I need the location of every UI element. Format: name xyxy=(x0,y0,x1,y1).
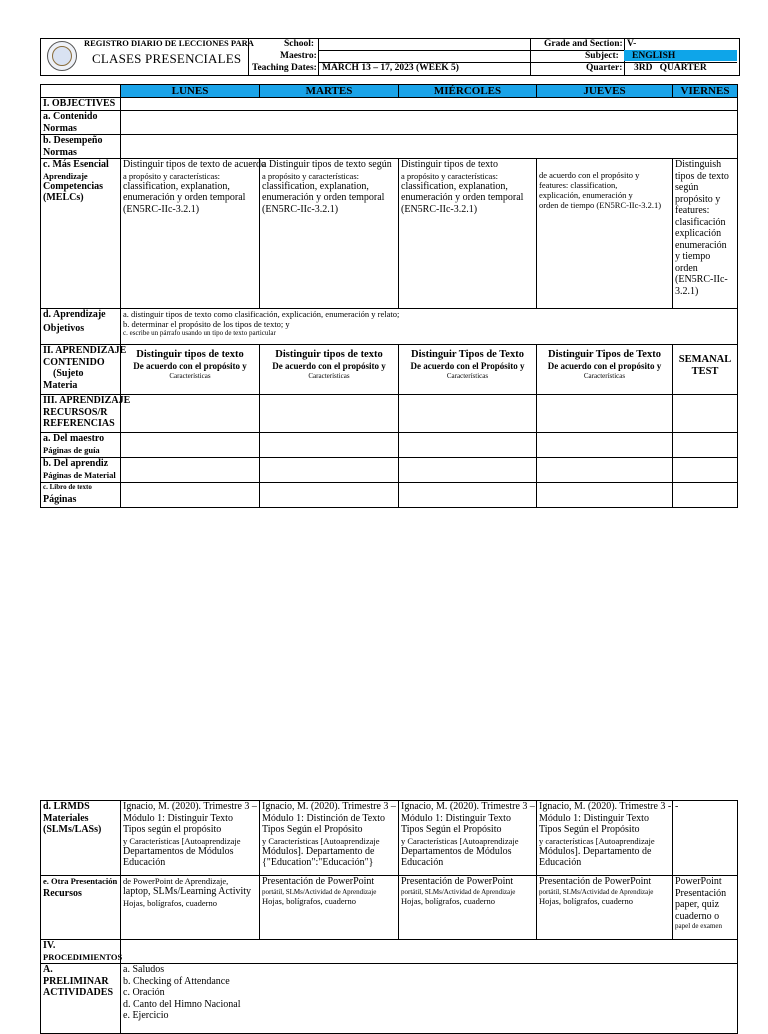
otra-friday[interactable]: PowerPoint Presentación paper, quiz cuaderno o papel de examen xyxy=(673,876,738,940)
recursos-monday[interactable] xyxy=(121,395,260,433)
libro-wednesday[interactable] xyxy=(399,483,537,508)
otra-tuesday[interactable]: Presentación de PowerPoint portátil, SLMs/Actividad de Aprendizaje Hojas, bolígrafos, cuaderno xyxy=(260,876,399,940)
maestro-monday[interactable] xyxy=(121,433,260,458)
aprendiz-monday[interactable] xyxy=(121,458,260,483)
topic-monday[interactable]: Distinguir tipos de texto De acuerdo con el propósito y Características xyxy=(121,345,260,395)
recursos-friday[interactable] xyxy=(673,395,738,433)
topic-wednesday[interactable]: Distinguir Tipos de Texto De acuerdo con el Propósito y Características xyxy=(399,345,537,395)
grade-value[interactable]: V- xyxy=(627,39,637,49)
contenido-cell[interactable] xyxy=(121,111,738,135)
del-maestro-label: a. Del maestro Páginas de guía xyxy=(41,433,121,458)
melc-tuesday[interactable]: a Distinguir tipos de texto según a propósito y características: classification, explanation, enumeración y orden temporal (EN5RC-IIc-3.2.1) xyxy=(260,159,399,309)
otra-monday[interactable]: de PowerPoint de Aprendizaje, laptop, SLMs/Learning Activity Hojas, bolígrafos, cuaderno xyxy=(121,876,260,940)
objetivos-label: d. Aprendizaje Objetivos xyxy=(41,309,121,345)
dates-value[interactable]: MARCH 13 – 17, 2023 (WEEK 5) xyxy=(322,63,459,73)
dates-label: Teaching Dates: xyxy=(252,63,317,73)
preliminar-label: A. PRELIMINAR ACTIVIDADES xyxy=(41,964,121,1034)
melc-friday[interactable]: Distinguish tipos de texto según propósito y features: clasificación explicación enumeración y tiempo orden (EN5RC-IIc- 3.2.1) xyxy=(673,159,738,309)
recursos-thursday[interactable] xyxy=(537,395,673,433)
libro-label: c. Libro de texto Páginas xyxy=(41,483,121,508)
lrmds-wednesday[interactable]: Ignacio, M. (2020). Trimestre 3 – Módulo 1: Distinguir Texto Tipos Según el Propósito y Características [Autoaprendizaje Departamentos de Módulos Educación xyxy=(399,801,537,876)
procedimientos-label: IV. PROCEDIMIENTOS xyxy=(41,940,121,964)
list-item: a. Saludos xyxy=(123,964,165,975)
libro-monday[interactable] xyxy=(121,483,260,508)
melc-thursday[interactable]: de acuerdo con el propósito y features: classification, explicación, enumeración y orden de tiempo (EN5RC-IIc-3.2.1) xyxy=(537,159,673,309)
melc-wednesday[interactable]: Distinguir tipos de texto a propósito y características: classification, explanation, enumeración y orden temporal (EN5RC-IIc-3.2.1) xyxy=(399,159,537,309)
subject-label: Subject: xyxy=(585,51,619,61)
lrmds-friday[interactable]: - xyxy=(673,801,738,876)
lrmds-monday[interactable]: Ignacio, M. (2020). Trimestre 3 – Módulo 1: Distinguir Texto Tipos según el propósito y Características [Autoaprendizaje Departamentos de Módulos Educación xyxy=(121,801,260,876)
recursos-label: III. APRENDIZAJE RECURSOS/R REFERENCIAS xyxy=(41,395,121,433)
list-item: e. Ejercicio xyxy=(123,1010,169,1021)
day-header-tuesday: MARTES xyxy=(260,85,399,98)
quarter-label: Quarter: xyxy=(586,63,623,73)
day-header-wednesday: MIÉRCOLES xyxy=(399,85,537,98)
grade-label: Grade and Section: xyxy=(544,39,623,49)
aprendiz-tuesday[interactable] xyxy=(260,458,399,483)
quarter-value[interactable]: 3RD QUARTER xyxy=(634,63,707,73)
aprendiz-wednesday[interactable] xyxy=(399,458,537,483)
list-item: b. Checking of Attendance xyxy=(123,975,230,987)
lesson-plan-table-top xyxy=(40,84,738,508)
corner-cell xyxy=(41,85,121,98)
melc-monday[interactable]: Distinguir tipos de texto de acuerdo a propósito y características: classification, explanation, enumeración y orden temporal (EN5RC-IIc-3.2.1) xyxy=(121,159,260,309)
recursos-tuesday[interactable] xyxy=(260,395,399,433)
desempeno-label: b. Desempeño Normas xyxy=(41,135,121,159)
topic-tuesday[interactable]: Distinguir tipos de texto De acuerdo con el propósito y Características xyxy=(260,345,399,395)
maestro-thursday[interactable] xyxy=(537,433,673,458)
del-aprendiz-label: b. Del aprendiz Páginas de Material xyxy=(41,458,121,483)
form-title: REGISTRO DIARIO DE LECCIONES PARA xyxy=(84,38,254,48)
libro-tuesday[interactable] xyxy=(260,483,399,508)
contenido-label: a. Contenido Normas xyxy=(41,111,121,135)
procedimientos-cell[interactable] xyxy=(121,940,738,964)
list-item: d. Canto del Himno Nacional xyxy=(123,998,241,1010)
preliminar-activities-cell[interactable] xyxy=(121,964,738,1034)
lesson-plan-table-bottom xyxy=(40,800,738,1034)
aprendiz-friday[interactable] xyxy=(673,458,738,483)
day-header-thursday: JUEVES xyxy=(537,85,673,98)
objectives-cell[interactable] xyxy=(121,98,738,111)
maestro-tuesday[interactable] xyxy=(260,433,399,458)
libro-friday[interactable] xyxy=(673,483,738,508)
otra-wednesday[interactable]: Presentación de PowerPoint portátil, SLMs/Actividad de Aprendizaje Hojas, bolígrafos, cuaderno xyxy=(399,876,537,940)
list-item: c. Oración xyxy=(123,987,165,998)
otra-presentacion-label: e. Otra Presentación Recursos xyxy=(41,876,121,940)
libro-thursday[interactable] xyxy=(537,483,673,508)
recursos-wednesday[interactable] xyxy=(399,395,537,433)
day-header-friday: VIERNES xyxy=(673,85,738,98)
subject-value[interactable]: ENGLISH xyxy=(632,51,676,61)
lrmds-thursday[interactable]: Ignacio, M. (2020). Trimestre 3 - Módulo 1: Distinguir Texto Tipos Según el Propósito y características [Autoaprendizaje Módulos]. Departamento de Educación xyxy=(537,801,673,876)
lrmds-tuesday[interactable]: Ignacio, M. (2020). Trimestre 3 – Módulo 1: Distinción de Texto Tipos Según el Propósito y Características [Autoaprendizaje Módulos]. Departamento de {"Education":"Educación"} xyxy=(260,801,399,876)
form-subtitle: CLASES PRESENCIALES xyxy=(92,51,242,66)
school-label: School: xyxy=(284,39,315,49)
objetivos-cell[interactable]: a. distinguir tipos de texto como clasificación, explicación, enumeración y relato; b. determinar el propósito de los tipos de texto; y c. escribe un párrafo usando un tipo de texto particular xyxy=(121,309,738,345)
topic-thursday[interactable]: Distinguir Tipos de Texto De acuerdo con el propósito y Características xyxy=(537,345,673,395)
topic-friday[interactable]: SEMANAL TEST xyxy=(673,345,738,395)
desempeno-cell[interactable] xyxy=(121,135,738,159)
deped-seal-icon xyxy=(47,41,77,71)
maestro-friday[interactable] xyxy=(673,433,738,458)
otra-thursday[interactable]: Presentación de PowerPoint portátil, SLMs/Actividad de Aprendizaje Hojas, bolígrafos, cuaderno xyxy=(537,876,673,940)
aprendiz-thursday[interactable] xyxy=(537,458,673,483)
objectives-label: I. OBJECTIVES xyxy=(41,98,121,111)
contenido-ii-label: II. APRENDIZAJE CONTENIDO (Sujeto Materia xyxy=(41,345,121,395)
teacher-label: Maestro: xyxy=(280,51,317,61)
maestro-wednesday[interactable] xyxy=(399,433,537,458)
day-header-monday: LUNES xyxy=(121,85,260,98)
melcs-label: c. Más Esencial Aprendizaje Competencias (MELCs) xyxy=(41,159,121,309)
lrmds-label: d. LRMDS Materiales (SLMs/LASs) xyxy=(41,801,121,876)
